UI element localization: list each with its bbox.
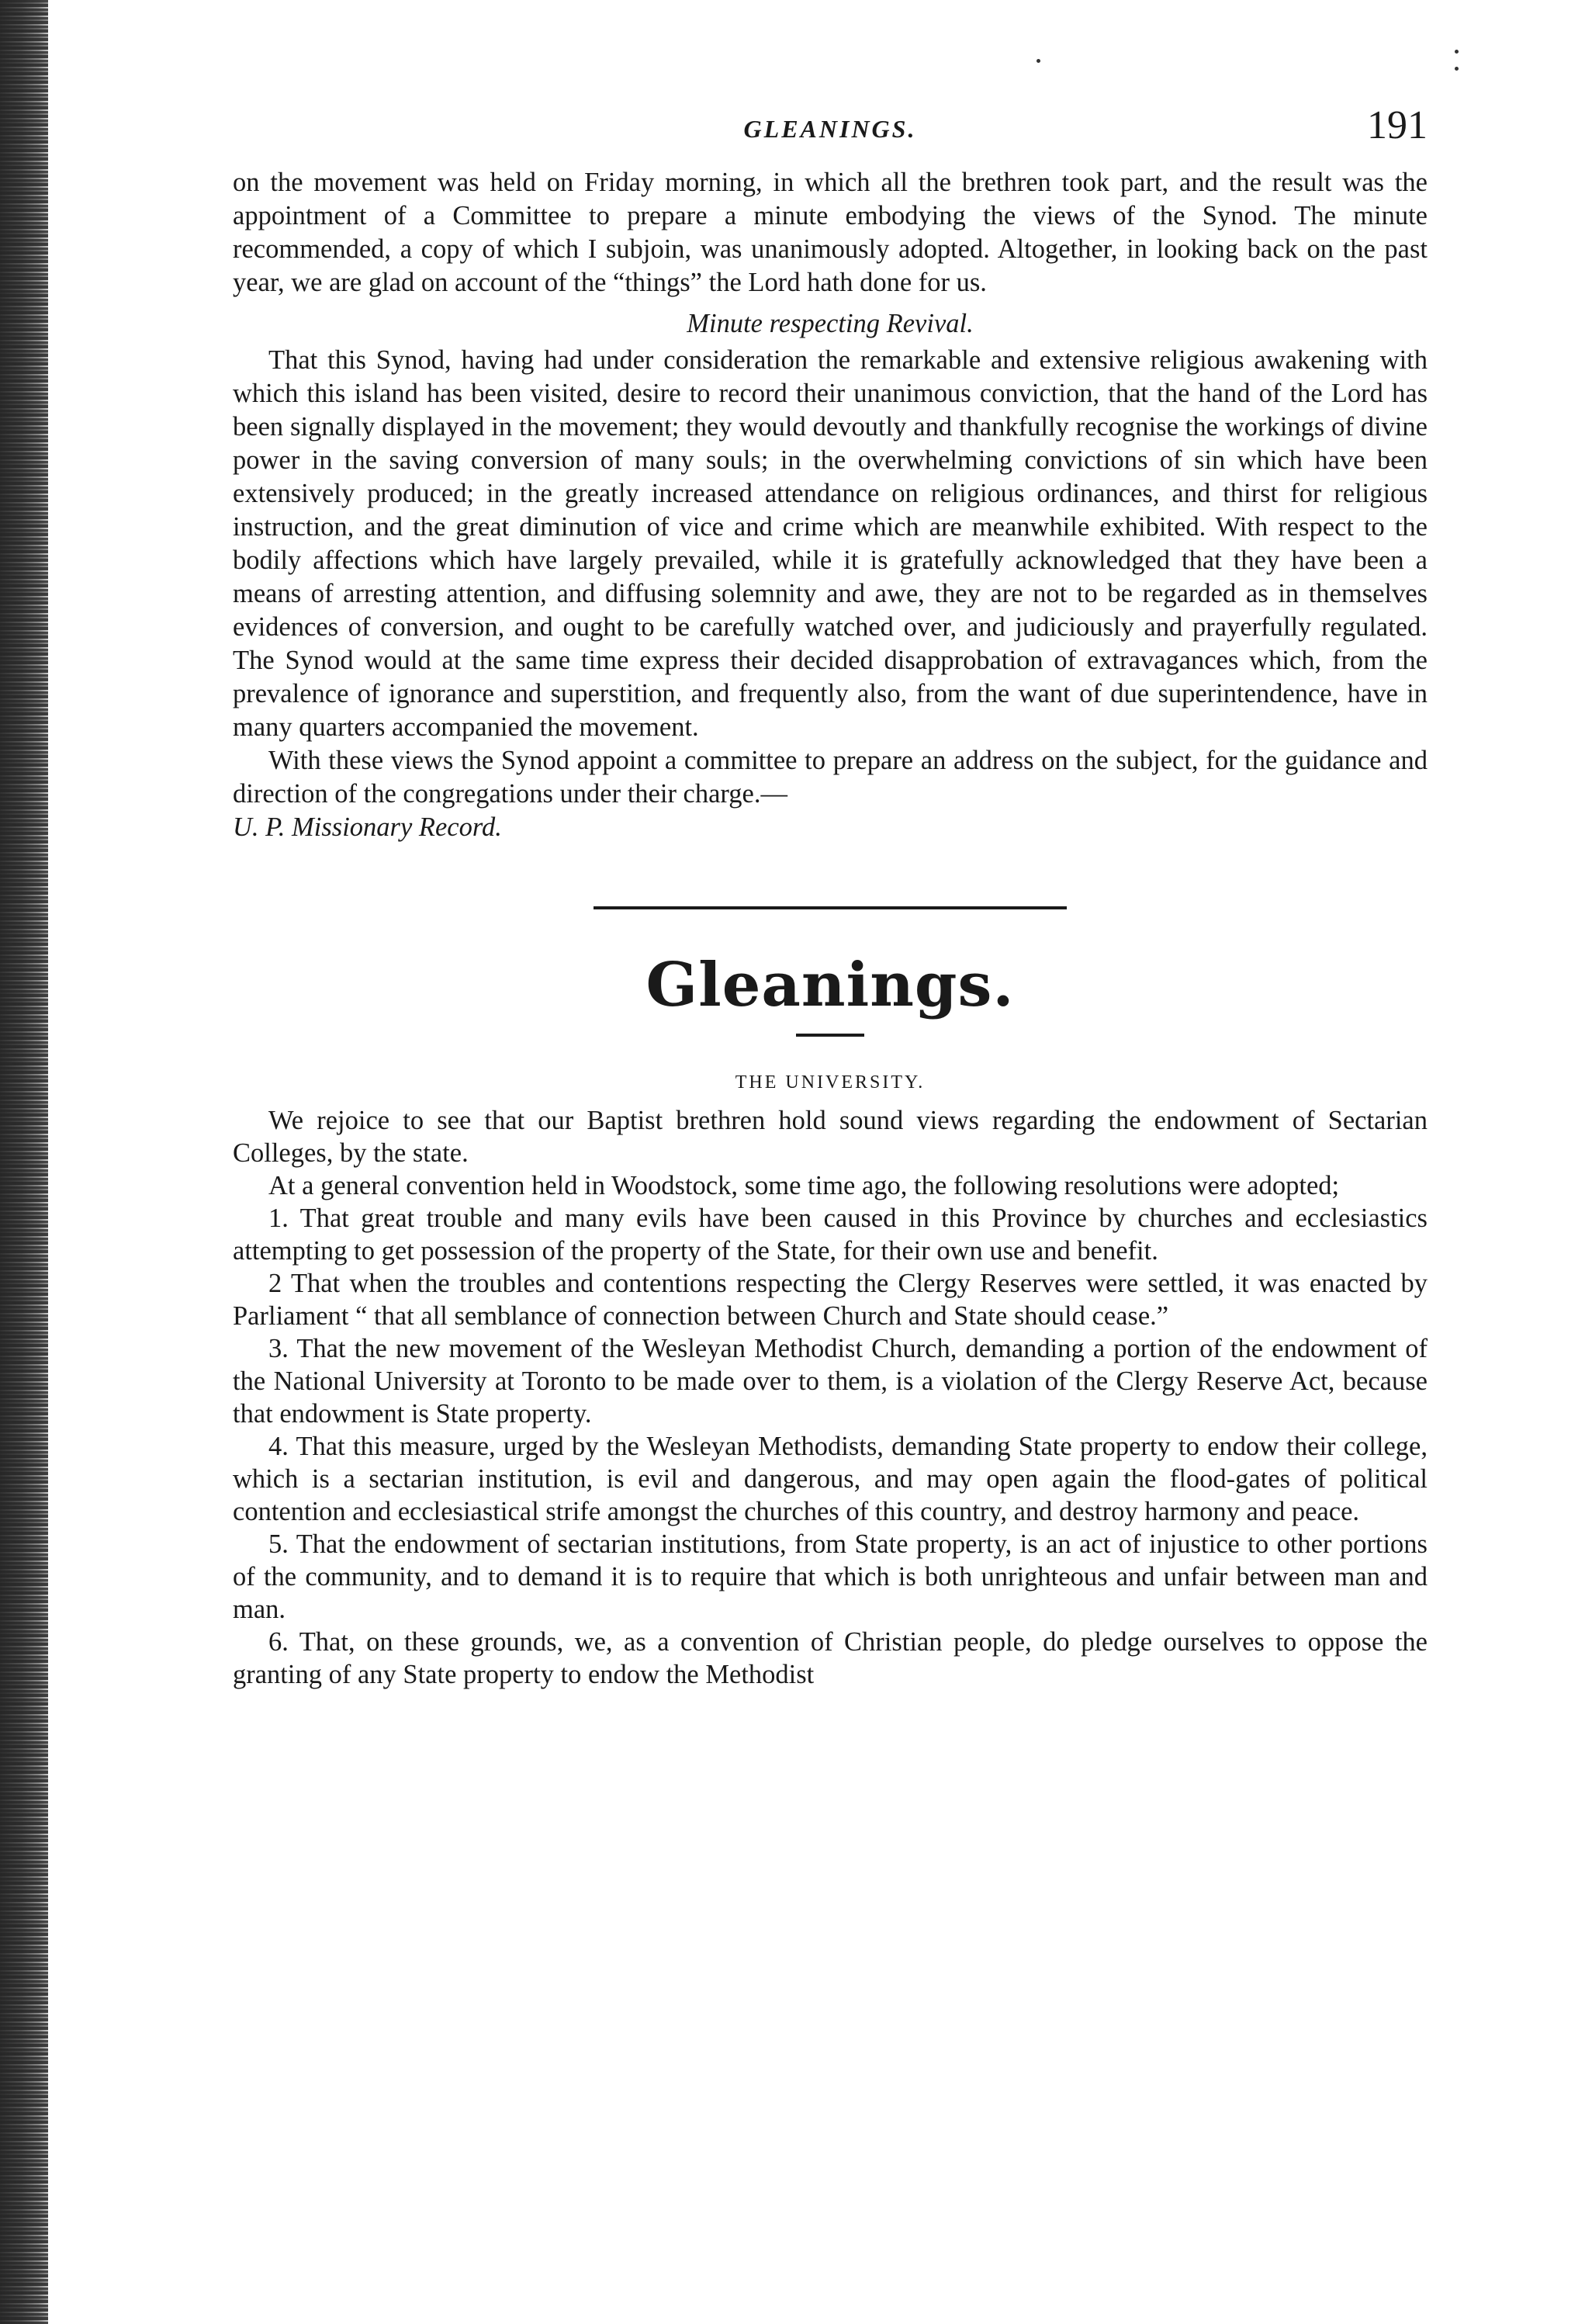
print-speck xyxy=(1037,59,1040,63)
running-title: GLEANINGS. xyxy=(743,115,917,143)
paragraph: With these views the Synod appoint a committee to prepare an address on the subject, for the guidance and direction of the congregations under their charge.— xyxy=(233,746,1428,809)
title-underline xyxy=(796,1034,864,1037)
section-title: Gleanings. xyxy=(645,950,1015,1020)
revival-article xyxy=(233,166,1428,844)
resolution: 2 That when the troubles and contentions respecting the Clergy Reserves were settled, it was enacted by Parliament “ that all semblance of connection between Church and State should cease.” xyxy=(233,1269,1428,1331)
resolution: 4. That this measure, urged by the Wesleyan Methodists, demanding State property to endow their college, which is a sectarian institution, is evil and dangerous, and may open again the flood-gates of political contention and ecclesiastical strife amongst the churches of this country, and destroy harmony and peace. xyxy=(233,1432,1428,1526)
article-subheading: THE UNIVERSITY. xyxy=(735,1072,926,1093)
source-citation: U. P. Missionary Record. xyxy=(233,812,502,842)
print-speck xyxy=(1455,67,1459,71)
paragraph: At a general convention held in Woodstock, some time ago, the following resolutions were adopted; xyxy=(268,1171,1340,1200)
book-page xyxy=(233,101,1428,1691)
paragraph: That this Synod, having had under consideration the remarkable and extensive religious awakening with which this island has been visited, desire to record their unanimous conviction, that the hand of the Lord has been signally displayed in the movement; they would devoutly and thankfully recognise the workings of divine power in the saving conversion of many souls; in the overwhelming convictions of sin which have been extensively produced; in the greatly increased attendance on religious ordinances, and thirst for religious instruction, and the great diminution of vice and crime which are meanwhile exhibited. With respect to the bodily affections which have largely prevailed, while it is gratefully acknowledged that they have been a means of arresting attention, and diffusing solemnity and awe, they are not to be regarded as in themselves evidences of conversion, and ought to be carefully watched over, and judiciously and prayerfully regulated. The Synod would at the same time express their decided disapprobation of extravagances which, from the prevalence of ignorance and superstition, and frequently also, from the want of due superintendence, have in many quarters accompanied the movement. xyxy=(233,345,1428,742)
resolution: 5. That the endowment of sectarian institutions, from State property, is an act of injustice to other portions of the community, and to demand it is to require that which is both unrighteous and unfair between man and man. xyxy=(233,1529,1428,1624)
paragraph: on the movement was held on Friday morning, in which all the brethren took part, and the result was the appointment of a Committee to prepare a minute embodying the views of the Synod. The minute recommended, a copy of which I subjoin, was unanimously adopted. Altogether, in looking back on the past year, we are glad on account of the “things” the Lord hath done for us. xyxy=(233,168,1428,297)
resolution: 3. That the new movement of the Wesleyan Methodist Church, demanding a portion of the endowment of the National University at Toronto to be made over to them, is a violation of the Clergy Reserve Act, because that endowment is State property. xyxy=(233,1334,1428,1429)
paragraph: We rejoice to see that our Baptist brethren hold sound views regarding the endowment of Sectarian Colleges, by the state. xyxy=(233,1106,1428,1168)
resolution: 6. That, on these grounds, we, as a convention of Christian people, do pledge ourselves to oppose the granting of any State property to endow the Methodist xyxy=(233,1627,1428,1689)
university-article xyxy=(233,1104,1428,1691)
resolution: 1. That great trouble and many evils have been caused in this Province by churches and ecclesiastics attempting to get possession of the property of the State, for their own use and benefit. xyxy=(233,1204,1428,1266)
page-number: 191 xyxy=(1367,103,1428,147)
section-divider xyxy=(594,906,1067,909)
minute-heading: Minute respecting Revival. xyxy=(687,309,974,338)
print-speck xyxy=(1455,50,1459,54)
running-header xyxy=(233,101,1428,166)
book-binding-edge xyxy=(0,0,48,2324)
